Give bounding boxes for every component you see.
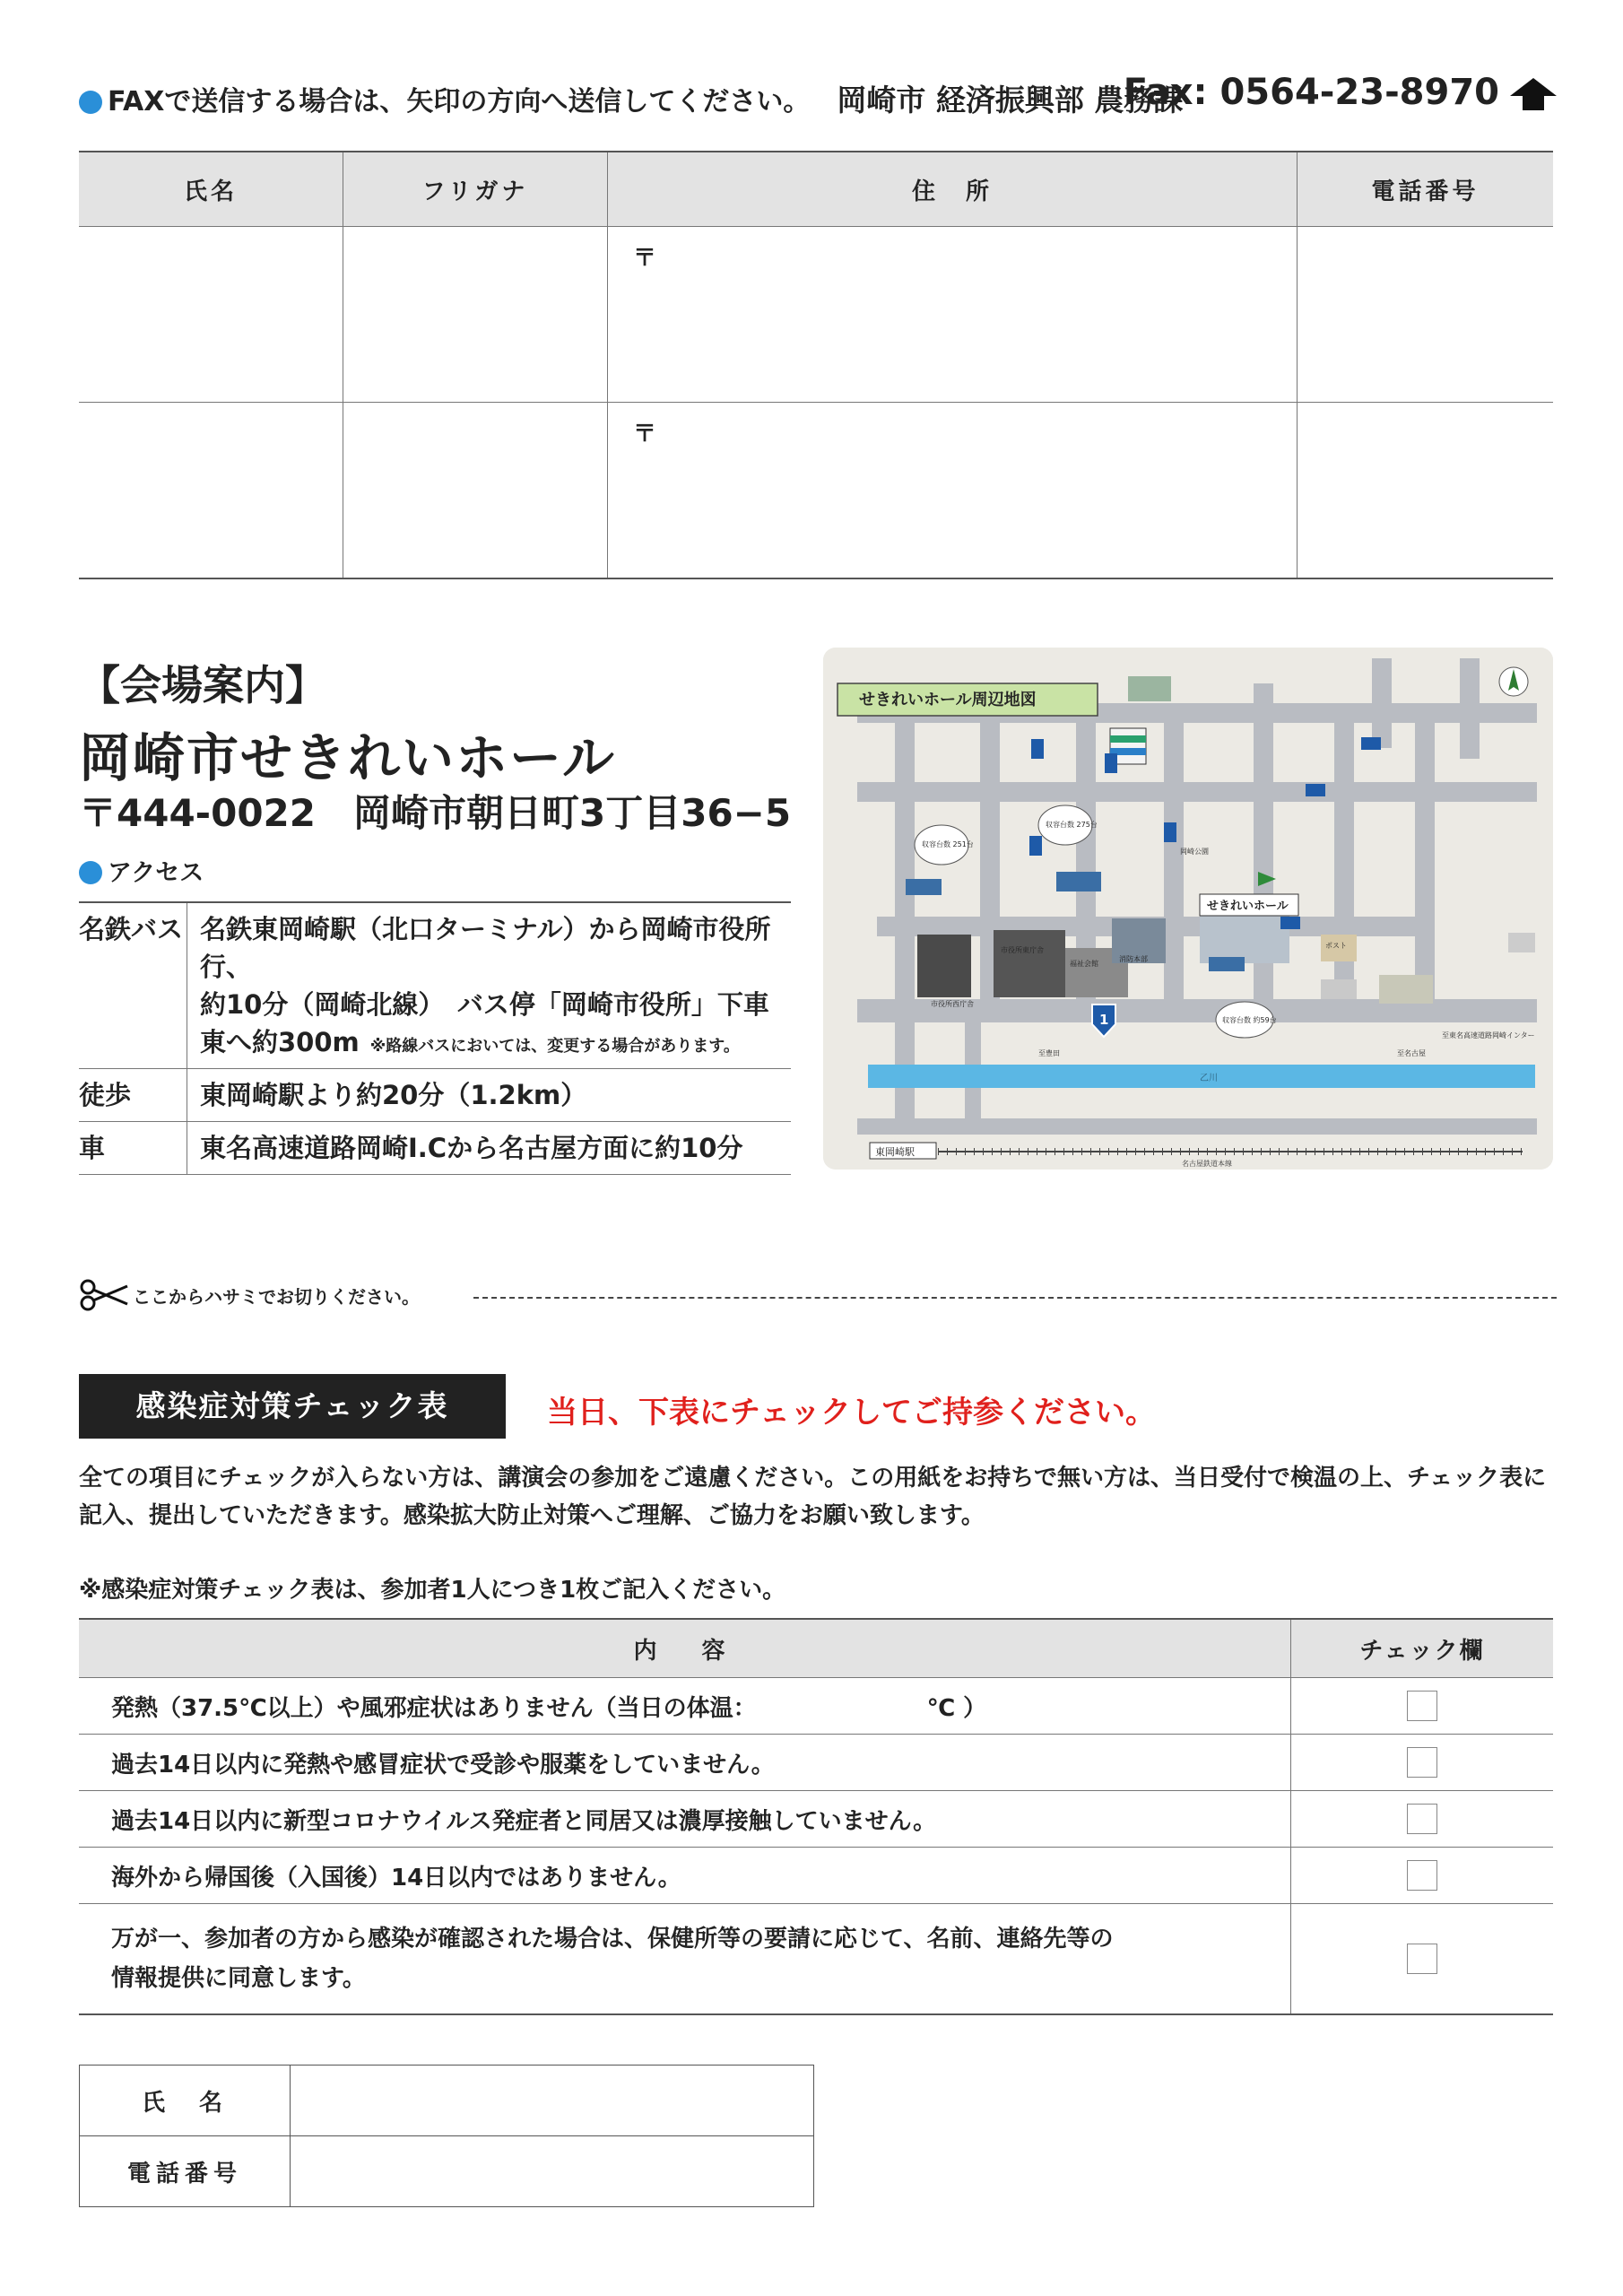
bus-line-2: 約10分（岡崎北線） バス停「岡崎市役所」下車 [200, 989, 769, 1021]
hall-label: せきれいホール [1207, 900, 1289, 913]
header-name: 氏名 [79, 152, 343, 227]
access-detail-walk: 東岡崎駅より約20分（1.2km） [187, 1069, 792, 1122]
table-row [79, 1069, 791, 1122]
checklist-description: 全ての項目にチェックが入らない方は、講演会の参加をご遠慮ください。この用紙をお持ちで無い方は、当日受付で検温の上、チェック表に記入、提出していただきます。感染拡大防止対策へご理解、ご協力をお願い致します。 [79, 1465, 1547, 1529]
bullet-icon [79, 91, 102, 114]
name-field[interactable] [79, 227, 343, 403]
checklist-instruction: 当日、下表にチェックしてご持参ください。 [547, 1395, 1156, 1431]
furigana-field[interactable] [343, 227, 608, 403]
bus-line-3: 東へ約300m [200, 1027, 360, 1058]
check-item-fever [79, 1678, 1291, 1735]
header-content: 内 容 [79, 1619, 1291, 1678]
table-row [79, 403, 1553, 579]
access-mode-car: 車 [79, 1122, 187, 1175]
phone-field[interactable] [1298, 403, 1554, 579]
access-detail-bus [187, 902, 792, 1069]
address-field[interactable] [608, 227, 1298, 403]
check-item-text: 発熱（37.5℃以上）や風邪症状はありません（当日の体温： [111, 1694, 757, 1722]
map-drawing [823, 648, 1553, 1170]
check-item-text: 万が一、参加者の方から感染が確認された場合は、保健所等の要請に応じて、名前、連絡先等の [111, 1925, 1114, 1952]
venue-address: 〒444-0022 岡崎市朝日町3丁目36−5 [79, 791, 792, 835]
label-fire: 消防本部 [1119, 955, 1148, 963]
access-title-text: アクセス [108, 859, 204, 887]
up-arrow-icon [1508, 76, 1558, 112]
participant-form [79, 2065, 814, 2207]
checklist-table [79, 1618, 1553, 2015]
label-city-hall-west: 市役所西庁舎 [931, 1000, 974, 1008]
label-post: ポスト [1325, 942, 1347, 950]
table-row [79, 1904, 1553, 2015]
bullet-icon [79, 861, 102, 884]
checkbox[interactable] [1407, 1691, 1437, 1721]
parking-b: 収容台数 251台 [922, 840, 974, 848]
furigana-field[interactable] [343, 403, 608, 579]
check-item-symptoms: 過去14日以内に発熱や感冒症状で受診や服薬をしていません。 [79, 1735, 1291, 1791]
organization-name: 岡崎市 経済振興部 農務課 [837, 83, 1184, 117]
table-row [79, 1791, 1553, 1848]
checkbox[interactable] [1407, 1804, 1437, 1834]
table-row [79, 227, 1553, 403]
phone-field[interactable] [1298, 227, 1554, 403]
checklist-title: 感染症対策チェック表 [79, 1374, 506, 1439]
label-city-hall: 市役所東庁舎 [1001, 946, 1044, 954]
label-welfare: 福祉会館 [1070, 960, 1098, 968]
fax-number: Fax: 0564-23-8970 [1123, 72, 1499, 113]
check-item-consent [79, 1904, 1291, 2015]
name-field[interactable] [79, 403, 343, 579]
participant-name-field[interactable] [291, 2066, 814, 2136]
label-to-ic: 至東名高速道路岡崎インター [1442, 1031, 1535, 1039]
participant-phone-field[interactable] [291, 2136, 814, 2207]
label-to-toyota: 至豊田 [1038, 1049, 1060, 1057]
access-mode-walk: 徒歩 [79, 1069, 187, 1122]
check-item-overseas: 海外から帰国後（入国後）14日以内ではありません。 [79, 1848, 1291, 1904]
table-row [80, 2136, 814, 2207]
label-okazaki-koen: 岡崎公園 [1180, 848, 1209, 856]
checklist-note: ※感染症対策チェック表は、参加者1人につき1枚ご記入ください。 [79, 1577, 786, 1604]
river-label: 乙川 [1200, 1074, 1218, 1083]
bus-line-1: 名鉄東岡崎駅（北口ターミナル）から岡崎市役所行、 [200, 914, 771, 983]
cut-instruction: ここからハサミでお切りください。 [133, 1283, 427, 1309]
check-item-suffix: ℃ ） [926, 1694, 987, 1722]
header-furigana: フリガナ [343, 152, 608, 227]
check-item-text-2: 情報提供に同意します。 [111, 1965, 366, 1992]
header-phone: 電話番号 [1298, 152, 1554, 227]
table-row [79, 902, 791, 1069]
checkbox[interactable] [1407, 1747, 1437, 1778]
checkbox[interactable] [1407, 1944, 1437, 1974]
access-title [79, 853, 204, 888]
parking-c: 収容台数 約59台 [1222, 1016, 1277, 1024]
map-title: せきれいホール周辺地図 [859, 691, 1037, 709]
table-row [79, 1848, 1553, 1904]
access-detail-car: 東名高速道路岡崎I.Cから名古屋方面に約10分 [187, 1122, 792, 1175]
venue-map [823, 648, 1553, 1170]
venue-name: 岡崎市せきれいホール [79, 727, 616, 788]
postal-mark: 〒 [633, 421, 657, 448]
cut-line [79, 1277, 1557, 1313]
table-row [79, 1122, 791, 1175]
phone-label: 電話番号 [80, 2136, 291, 2207]
station-label: 東岡崎駅 [875, 1146, 915, 1158]
parking-a: 収容台数 275台 [1046, 821, 1098, 829]
table-row [80, 2066, 814, 2136]
postal-mark: 〒 [633, 245, 657, 272]
dashed-line [473, 1297, 1557, 1299]
address-field[interactable] [608, 403, 1298, 579]
table-row [79, 1678, 1553, 1735]
table-row [79, 1735, 1553, 1791]
header-check: チェック欄 [1291, 1619, 1554, 1678]
railway-label: 名古屋鉄道本線 [1182, 1160, 1232, 1168]
venue-heading: 【会場案内】 [79, 661, 326, 709]
route-number: 1 [1099, 1012, 1109, 1028]
registration-table [79, 151, 1553, 579]
access-mode-bus: 名鉄バス [79, 902, 187, 1069]
header-address: 住 所 [608, 152, 1298, 227]
fax-instruction-line [79, 72, 1558, 122]
fax-instruction: FAXで送信する場合は、矢印の方向へ送信してください。 [108, 86, 811, 117]
label-to-nagoya: 至名古屋 [1397, 1049, 1426, 1057]
checkbox[interactable] [1407, 1860, 1437, 1891]
name-label: 氏 名 [80, 2066, 291, 2136]
access-table [79, 901, 791, 1175]
scissors-icon [79, 1279, 129, 1311]
bus-note: ※路線バスにおいては、変更する場合があります。 [369, 1037, 740, 1057]
check-item-contact: 過去14日以内に新型コロナウイルス発症者と同居又は濃厚接触していません。 [79, 1791, 1291, 1848]
